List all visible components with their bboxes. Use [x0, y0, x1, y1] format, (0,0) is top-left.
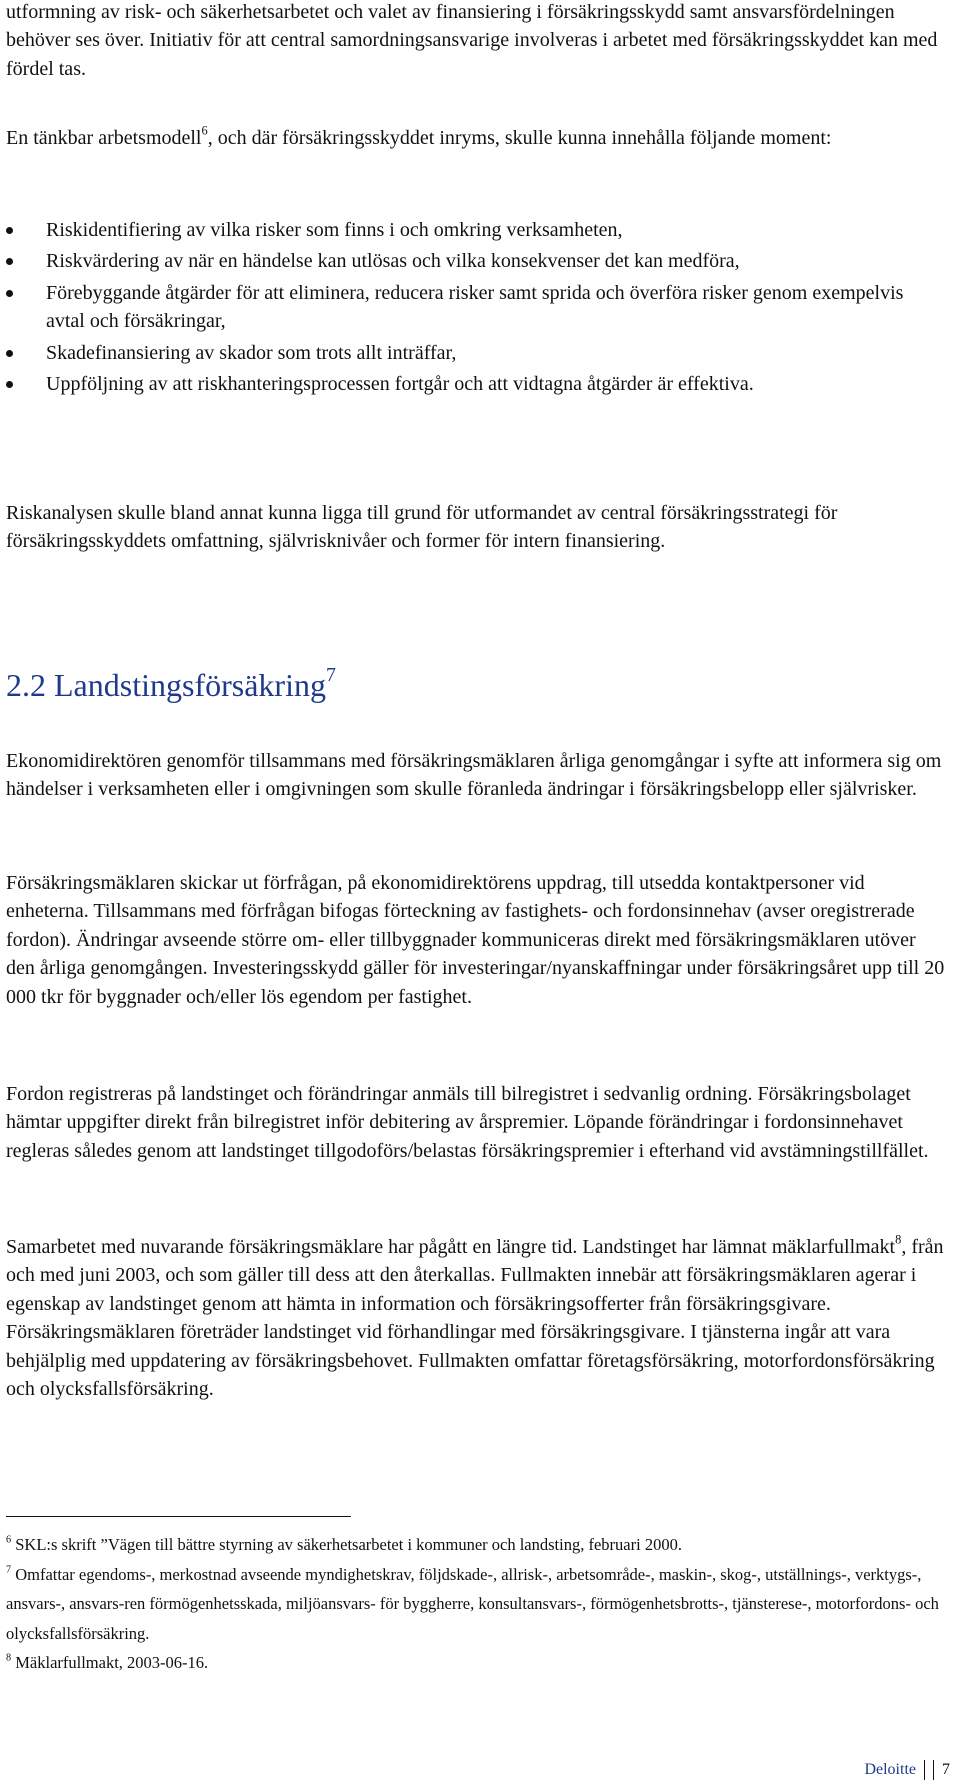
- section-heading-text: 2.2 Landstingsförsäkring: [6, 667, 326, 703]
- footnote-8: [6, 1648, 946, 1678]
- footer-brand: Deloitte: [864, 1761, 916, 1778]
- paragraph-section-2: Försäkringsmäklaren skickar ut förfrågan, på ekonomidirektörens uppdrag, till utsedda kontaktpersoner vid enheterna. Tillsammans med förfrågan bifogas förteckning av fastighets- och fordonsinnehav (avser oregistrerade fordon). Ändringar avseende större om- eller tillbyggnader kommuniceras direkt med försäkringsmäklaren utöver den årliga genomgången. Investeringsskydd gäller för investeringar/nyanskaffningar under försäkringsåret upp till 20 000 tkr för byggnader och/eller lös egendom per fastighet.: [6, 872, 945, 1008]
- bullet-item: [6, 279, 946, 336]
- footnotes: [6, 1530, 946, 1678]
- footer-divider: [924, 1760, 925, 1780]
- footnote-text: Mäklarfullmakt, 2003-06-16.: [15, 1653, 209, 1672]
- paragraph-intro-text-b: , och där försäkringsskyddet inryms, skulle kunna innehålla följande moment:: [207, 127, 832, 149]
- bullet-text: Riskidentifiering av vilka risker som finns i och omkring verksamheten,: [46, 219, 623, 241]
- footnote-ref-6[interactable]: 6: [201, 123, 208, 138]
- paragraph-section-4-text-b: , från och med juni 2003, och som gäller till dess att den återkallas. Fullmakten innebär att försäkringsmäklaren agerar i egenskap av landstinget genom att hämta in information och försäkringsofferter från försäkringsgivare. Försäkringsmäklaren företräder landstinget vid förhandlingar med försäkringsgivare. I tjänsterna ingår att vara behjälplig med uppdatering av försäkringsbehovet. Fullmakten omfattar företagsförsäkring, motorfordonsförsäkring och olycksfallsförsäkring.: [6, 1236, 944, 1401]
- bullet-icon: [6, 290, 13, 297]
- paragraph-intro-text-a: En tänkbar arbetsmodell: [6, 127, 202, 149]
- paragraph-section-4: [6, 1233, 946, 1403]
- paragraph-section-4-text-a: Samarbetet med nuvarande försäkringsmäklare har pågått en längre tid. Landstinget har lämnat mäklarfullmakt: [6, 1236, 896, 1258]
- paragraph-section-1: Ekonomidirektören genomför tillsammans med försäkringsmäklaren årliga genomgångar i syfte att informera sig om händelser i verksamheten eller i omgivningen som skulle föranleda ändringar i försäkringsbelopp eller självrisker.: [6, 750, 942, 801]
- footnote-text: SKL:s skrift ”Vägen till bättre styrning av säkerhetsarbetet i kommuner och landsting, februari 2000.: [15, 1535, 682, 1554]
- paragraph-riskanalys: Riskanalysen skulle bland annat kunna ligga till grund för utformandet av central försäkringsstrategi för försäkringsskyddets omfattning, självrisknivåer och former för intern finansiering.: [6, 502, 838, 553]
- bullet-text: Skadefinansiering av skador som trots allt inträffar,: [46, 341, 457, 364]
- page-number: 7: [942, 1761, 950, 1778]
- footnote-separator: [6, 1516, 351, 1517]
- paragraph-section-3: Fordon registreras på landstinget och förändringar anmäls till bilregistret i sedvanlig ordning. Försäkringsbolaget hämtar uppgifter direkt från bilregistret inför debitering av årspremier. Löpande förändringar i fordonsinnehavet regleras således genom att landstinget tillgodoförs/belastas försäkringspremier i efterhand vid avstämningstillfället.: [6, 1083, 929, 1162]
- footnote-6: [6, 1530, 946, 1560]
- footnote-7: [6, 1560, 946, 1649]
- bullet-text: Förebyggande åtgärder för att eliminera, reducera risker samt sprida och överföra risker genom exempelvis avtal och försäkringar,: [46, 281, 904, 333]
- bullet-item: [6, 339, 946, 367]
- footer-divider: [933, 1760, 934, 1780]
- footnote-number: 7: [6, 1563, 12, 1575]
- bullet-icon: [6, 381, 13, 388]
- paragraph-continuation: utformning av risk- och säkerhetsarbetet och valet av finansiering i försäkringsskydd samt ansvarsfördelningen behöver ses över. Initiativ för att central samordningsansvarige involveras i arbetet med försäkringsskyddet kan med fördel tas.: [6, 1, 938, 80]
- bullet-text: Riskvärdering av när en händelse kan utlösas och vilka konsekvenser det kan medföra,: [46, 250, 740, 273]
- footnote-text: Omfattar egendoms-, merkostnad avseende myndighetskrav, följdskade-, allrisk-, arbetsområde-, maskin-, skog-, utställnings-, verktygs-, ansvars-, ansvars-ren förmögenhetsskada, miljöansvars- för byggherre, konsultansvars-, förmögenhetsbrotts-, tjänsterese-, motorfordons- och olycksfallsförsäkring.: [6, 1564, 939, 1643]
- footnote-ref-7[interactable]: 7: [325, 664, 336, 687]
- bullet-icon: [6, 258, 13, 265]
- section-heading: [6, 665, 336, 705]
- bullet-text: Uppföljning av att riskhanteringsprocessen fortgår och att vidtagna åtgärder är effektiva.: [46, 373, 754, 396]
- bullet-item: [6, 247, 946, 275]
- paragraph-intro: [6, 124, 946, 152]
- bullet-icon: [6, 227, 13, 234]
- footnote-number: 8: [6, 1652, 12, 1664]
- page-footer: [864, 1760, 950, 1780]
- bullet-item: [6, 216, 946, 244]
- footnote-number: 6: [6, 1534, 12, 1546]
- bullet-list: [6, 216, 946, 401]
- bullet-icon: [6, 350, 13, 357]
- bullet-item: [6, 370, 946, 398]
- footnote-ref-8[interactable]: 8: [895, 1232, 902, 1247]
